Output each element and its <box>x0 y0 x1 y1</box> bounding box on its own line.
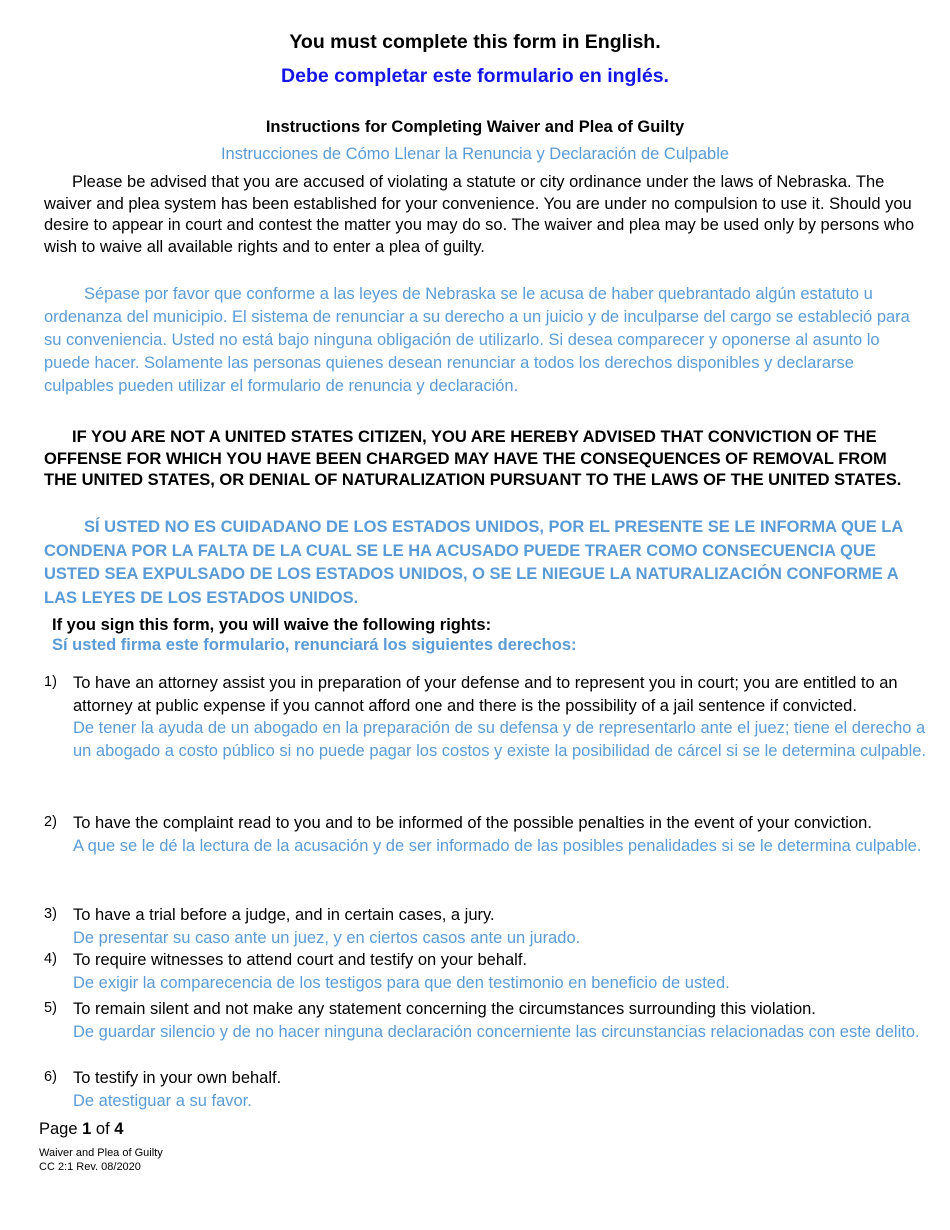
form-name: Waiver and Plea of Guilty <box>39 1147 163 1159</box>
right-text-spanish: De exigir la comparecencia de los testigos para que den testimonio en beneficio de usted. <box>73 973 730 992</box>
right-number: 2) <box>44 814 57 830</box>
right-text-spanish: De guardar silencio y de no hacer ninguna declaración concerniente las circunstancias relacionadas con este delito. <box>73 1022 920 1041</box>
page-current: 1 <box>82 1120 92 1138</box>
right-number: 1) <box>44 674 57 690</box>
right-item <box>44 949 934 994</box>
title-spanish: Debe completar este formulario en inglés. <box>281 65 669 87</box>
right-text-english: To have a trial before a judge, and in certain cases, a jury. <box>73 906 495 924</box>
citizenship-warning-english: IF YOU ARE NOT A UNITED STATES CITIZEN, YOU ARE HEREBY ADVISED THAT CONVICTION OF THE OFFENSE FOR WHICH YOU HAVE BEEN CHARGED MAY HAVE THE CONSEQUENCES OF REMOVAL FROM THE UNITED STATES, OR DENIAL OF NATURALIZATION PURSUANT TO THE LAWS OF THE UNITED STATES. <box>44 428 902 489</box>
right-item <box>44 1067 934 1112</box>
right-item <box>44 812 934 857</box>
right-text-spanish: De presentar su caso ante un juez, y en ciertos casos ante un jurado. <box>73 928 581 947</box>
advice-paragraph-english: Please be advised that you are accused of violating a statute or city ordinance under the laws of Nebraska. The waiver and plea system has been established for your convenience. You are under no compulsion to use it. Should you desire to appear in court and contest the matter you may do so. The waiver and plea may be used only by persons who wish to waive all available rights and to enter a plea of guilty. <box>44 173 915 256</box>
advice-paragraph-spanish: Sépase por favor que conforme a las leyes de Nebraska se le acusa de haber quebrantado algún estatuto u ordenanza del municipio. El sistema de renunciar a su derecho a un juicio y de inculparse del cargo se estableció para su conveniencia. Usted no está bajo ninguna obligación de utilizarlo. Si desea comparecer y oponerse al asunto lo puede hacer. Solamente las personas quienes desean renunciar a todos los derechos disponibles y declararse culpables pueden utilizar el formulario de renuncia y declaración. <box>44 285 910 395</box>
page-total: 4 <box>114 1120 124 1138</box>
page-number <box>39 1120 123 1139</box>
page-label: Page <box>39 1120 78 1138</box>
right-item <box>44 998 934 1043</box>
right-text-english: To have the complaint read to you and to be informed of the possible penalties in the event of your conviction. <box>73 814 872 832</box>
citizenship-warning-spanish: SÍ USTED NO ES CUIDADANO DE LOS ESTADOS UNIDOS, POR EL PRESENTE SE LE INFORMA QUE LA CONDENA POR LA FALTA DE LA CUAL SE LE HA ACUSADO PUEDE TRAER COMO CONSECUENCIA QUE USTED SEA EXPULSADO DE LOS ESTADOS UNIDOS, O SE LE NIEGUE LA NATURALIZACIÓN CONFORME A LAS LEYES DE LOS ESTADOS UNIDOS. <box>44 518 903 607</box>
right-text-english: To remain silent and not make any statement concerning the circumstances surrounding this violation. <box>73 1000 816 1018</box>
right-item <box>44 904 934 949</box>
right-number: 6) <box>44 1069 57 1085</box>
title-english: You must complete this form in English. <box>289 31 661 53</box>
right-number: 5) <box>44 1000 57 1016</box>
instructions-heading-spanish: Instrucciones de Cómo Llenar la Renuncia y Declaración de Culpable <box>220 145 730 163</box>
right-text-english: To have an attorney assist you in preparation of your defense and to represent you in court; you are entitled to an attorney at public expense if you cannot afford one and there is the possibility of a jail sentence if convicted. <box>73 674 898 715</box>
form-code: CC 2:1 Rev. 08/2020 <box>39 1161 141 1173</box>
instructions-heading-english: Instructions for Completing Waiver and Plea of Guilty <box>265 118 685 136</box>
right-number: 3) <box>44 906 57 922</box>
page-of: of <box>95 1120 110 1138</box>
right-number: 4) <box>44 951 57 967</box>
right-text-english: To testify in your own behalf. <box>73 1069 282 1087</box>
right-text-spanish: De tener la ayuda de un abogado en la preparación de su defensa y de representarlo ante el juez; tiene el derecho a un abogado a costo público si no puede pagar los costos y existe la posibilidad de cárcel si se le determina culpable. <box>73 719 927 760</box>
right-text-english: To require witnesses to attend court and testify on your behalf. <box>73 951 528 969</box>
rights-heading-spanish: Sí usted firma este formulario, renunciará los siguientes derechos: <box>52 636 577 654</box>
rights-heading-english: If you sign this form, you will waive the following rights: <box>52 616 492 634</box>
right-text-spanish: A que se le dé la lectura de la acusación y de ser informado de las posibles penalidades si se le determina culpable. <box>73 836 922 855</box>
right-item <box>44 672 934 762</box>
right-text-spanish: De atestiguar a su favor. <box>73 1091 252 1110</box>
